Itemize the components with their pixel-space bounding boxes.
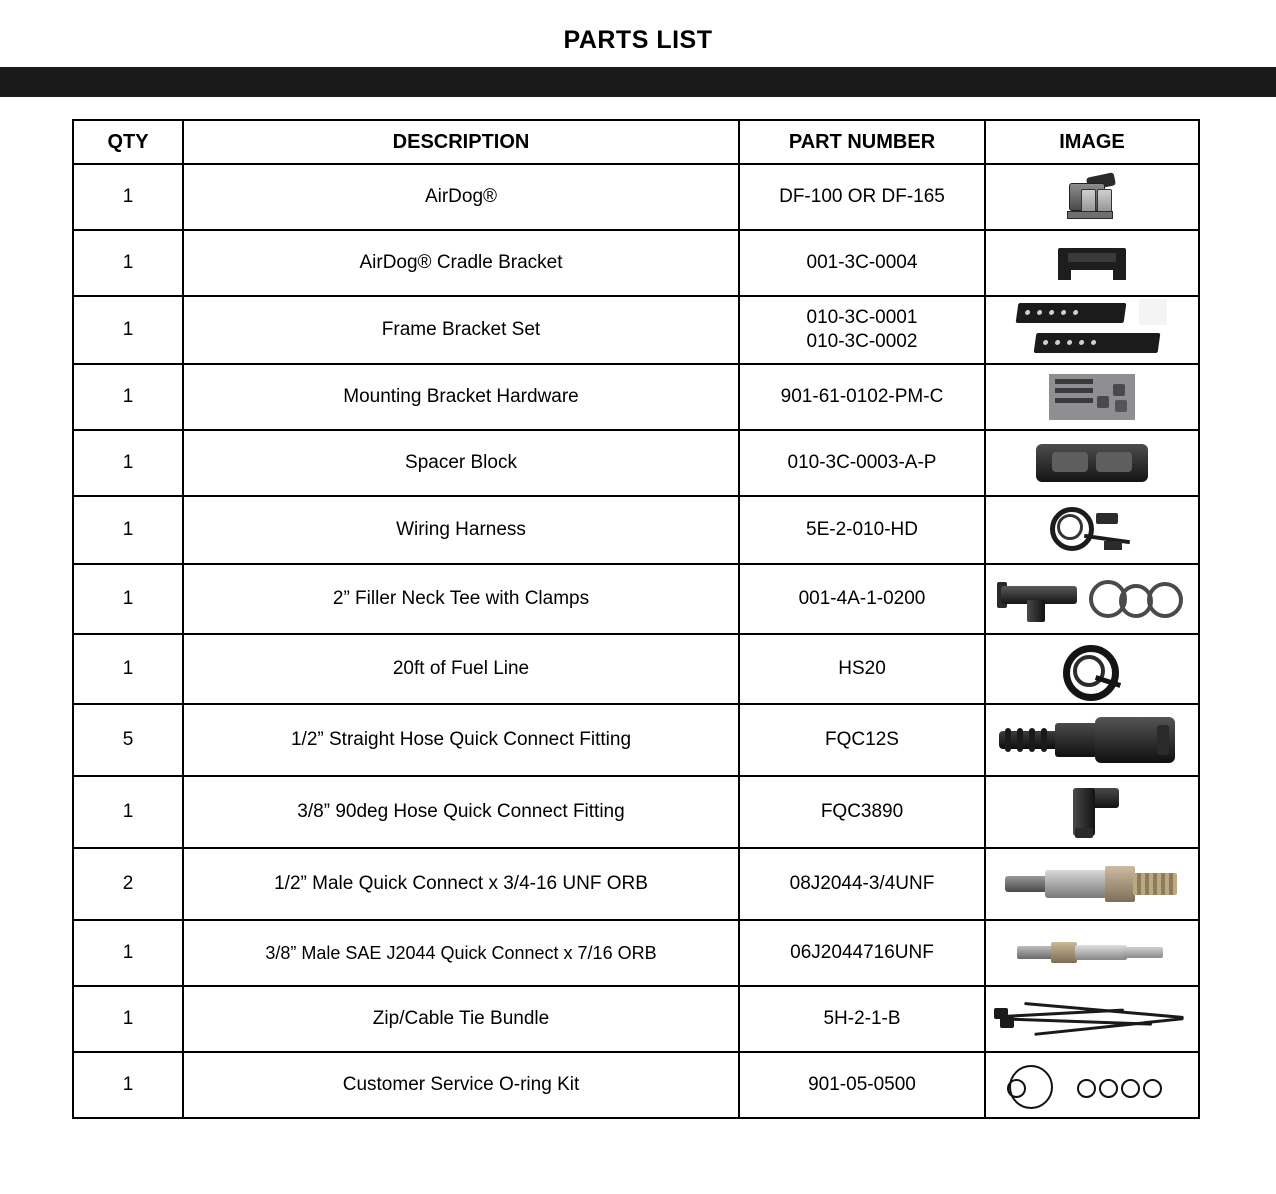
airdog-pump-image [1047,171,1137,223]
cell-image [985,634,1199,704]
wiring-harness-image [1044,503,1140,557]
cell-qty: 1 [73,164,183,230]
cell-qty: 1 [73,364,183,430]
cell-qty: 1 [73,920,183,986]
cell-description: Frame Bracket Set [183,296,739,364]
cell-qty: 1 [73,986,183,1052]
part-number-line-2: 010-3C-0002 [806,331,918,352]
cell-description: AirDog® [183,164,739,230]
straight-quick-connect-image [999,715,1185,765]
cell-description: Customer Service O-ring Kit [183,1052,739,1118]
cell-qty: 1 [73,776,183,848]
cell-part-number: 001-4A-1-0200 [739,564,985,634]
cell-qty: 1 [73,1052,183,1118]
parts-list-table [72,119,1200,1119]
table-row [73,848,1199,920]
cell-image [985,230,1199,296]
table-row [73,230,1199,296]
cell-image [985,920,1199,986]
cell-description: Spacer Block [183,430,739,496]
cell-image [985,430,1199,496]
cell-image [985,164,1199,230]
fuel-line-image [1059,643,1125,695]
cell-description: AirDog® Cradle Bracket [183,230,739,296]
o-ring-kit-image [1007,1063,1177,1107]
cell-image [985,986,1199,1052]
male-sae-quick-connect-image [1017,938,1167,968]
cell-part-number: 06J2044716UNF [739,920,985,986]
parts-list-section [0,97,1276,1119]
cell-image [985,704,1199,776]
cell-description: 1/2” Male Quick Connect x 3/4-16 UNF ORB [183,848,739,920]
cell-part-number: FQC12S [739,704,985,776]
table-row [73,564,1199,634]
black-divider-bar [0,67,1276,97]
cell-qty: 2 [73,848,183,920]
table-row [73,430,1199,496]
column-header-image: IMAGE [985,120,1199,164]
table-row [73,986,1199,1052]
cell-part-number [739,296,985,364]
cell-part-number: DF-100 OR DF-165 [739,164,985,230]
table-header-row [73,120,1199,164]
mounting-hardware-image [1049,374,1135,420]
cell-description: 3/8” Male SAE J2044 Quick Connect x 7/16 ORB [183,920,739,986]
cell-part-number: 001-3C-0004 [739,230,985,296]
cell-qty: 1 [73,496,183,564]
cell-image [985,296,1199,364]
cell-qty: 1 [73,230,183,296]
table-row [73,920,1199,986]
cell-image [985,776,1199,848]
page-title: PARTS LIST [563,26,713,54]
cell-part-number: 5E-2-010-HD [739,496,985,564]
cell-qty: 1 [73,430,183,496]
cell-part-number: HS20 [739,634,985,704]
column-header-part-number: PART NUMBER [739,120,985,164]
table-row [73,296,1199,364]
cell-qty: 1 [73,564,183,634]
cell-qty: 1 [73,634,183,704]
cell-description: Mounting Bracket Hardware [183,364,739,430]
cell-description: 3/8” 90deg Hose Quick Connect Fitting [183,776,739,848]
cell-qty: 5 [73,704,183,776]
cradle-bracket-image [1044,242,1140,284]
table-row [73,164,1199,230]
table-row [73,1052,1199,1118]
cell-part-number: 08J2044-3/4UNF [739,848,985,920]
cell-description: Wiring Harness [183,496,739,564]
cell-description: 2” Filler Neck Tee with Clamps [183,564,739,634]
cell-image [985,564,1199,634]
cell-part-number: 010-3C-0003-A-P [739,430,985,496]
cell-part-number: 5H-2-1-B [739,986,985,1052]
cell-part-number: FQC3890 [739,776,985,848]
male-quick-connect-orb-image [1005,862,1179,906]
spacer-block-image [1036,440,1148,486]
part-number-line-1: 010-3C-0001 [806,307,918,329]
cell-description: Zip/Cable Tie Bundle [183,986,739,1052]
cell-part-number: 901-61-0102-PM-C [739,364,985,430]
filler-neck-tee-image [997,572,1187,626]
table-row [73,496,1199,564]
table-row [73,776,1199,848]
cell-description: 20ft of Fuel Line [183,634,739,704]
table-row [73,364,1199,430]
cell-description: 1/2” Straight Hose Quick Connect Fitting [183,704,739,776]
frame-bracket-set-image [1017,299,1167,361]
table-row [73,704,1199,776]
cell-image [985,848,1199,920]
table-row [73,634,1199,704]
cell-qty: 1 [73,296,183,364]
ninety-degree-quick-connect-image [1057,784,1127,840]
cell-image [985,364,1199,430]
cell-image [985,1052,1199,1118]
column-header-description: DESCRIPTION [183,120,739,164]
zip-tie-bundle-image [994,1003,1190,1035]
cell-image [985,496,1199,564]
column-header-qty: QTY [73,120,183,164]
cell-part-number: 901-05-0500 [739,1052,985,1118]
